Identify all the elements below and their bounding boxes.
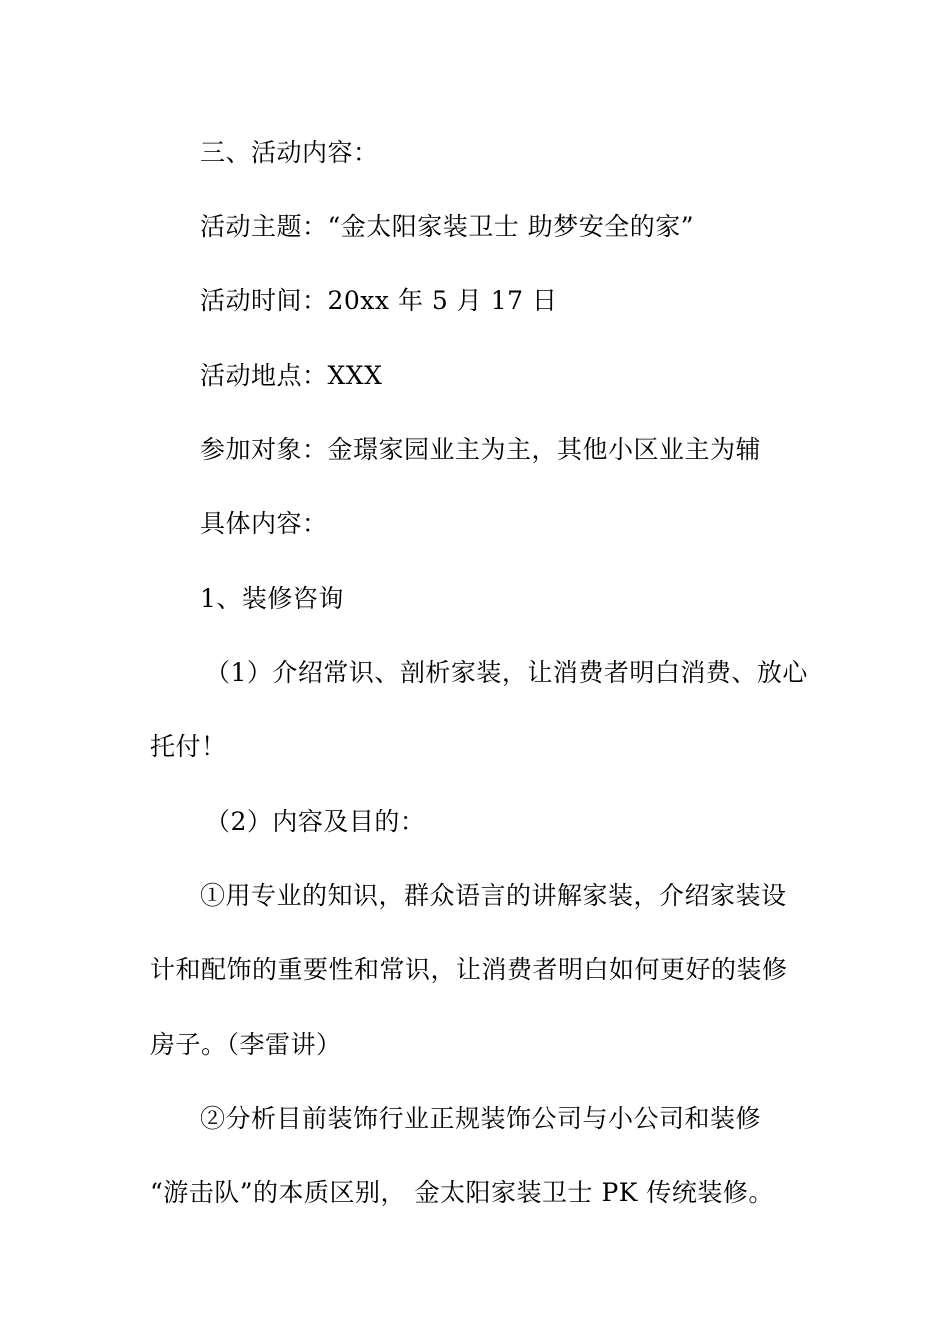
point2-line1: ②分析目前装饰行业正规装饰公司与小公司和装修	[200, 1104, 762, 1133]
item1-sub1-line2: 托付！	[150, 732, 227, 761]
point1-line1: ①用专业的知识，群众语言的讲解家装，介绍家装设	[200, 881, 787, 910]
activity-participants: 参加对象：金璟家园业主为主，其他小区业主为辅	[200, 435, 762, 464]
activity-location: 活动地点：XXX	[200, 361, 383, 390]
item1-sub2-heading: （2）内容及目的：	[205, 807, 426, 836]
item1-sub1-line1: （1）介绍常识、剖析家装，让消费者明白消费、放心	[205, 658, 808, 687]
point2-line2: “游击队”的本质区别， 金太阳家装卫士 PK 传统装修。	[150, 1178, 774, 1207]
activity-theme: 活动主题：“金太阳家装卫士 助梦安全的家”	[200, 212, 695, 241]
details-heading: 具体内容：	[200, 509, 328, 538]
section-heading: 三、活动内容：	[200, 138, 379, 167]
point1-line2: 计和配饰的重要性和常识，让消费者明白如何更好的装修	[150, 955, 788, 984]
point1-line3: 房子。（李雷讲）	[150, 1030, 342, 1059]
item1-heading: 1、装修咨询	[200, 584, 344, 613]
activity-time: 活动时间：20xx 年 5 月 17 日	[200, 286, 558, 315]
